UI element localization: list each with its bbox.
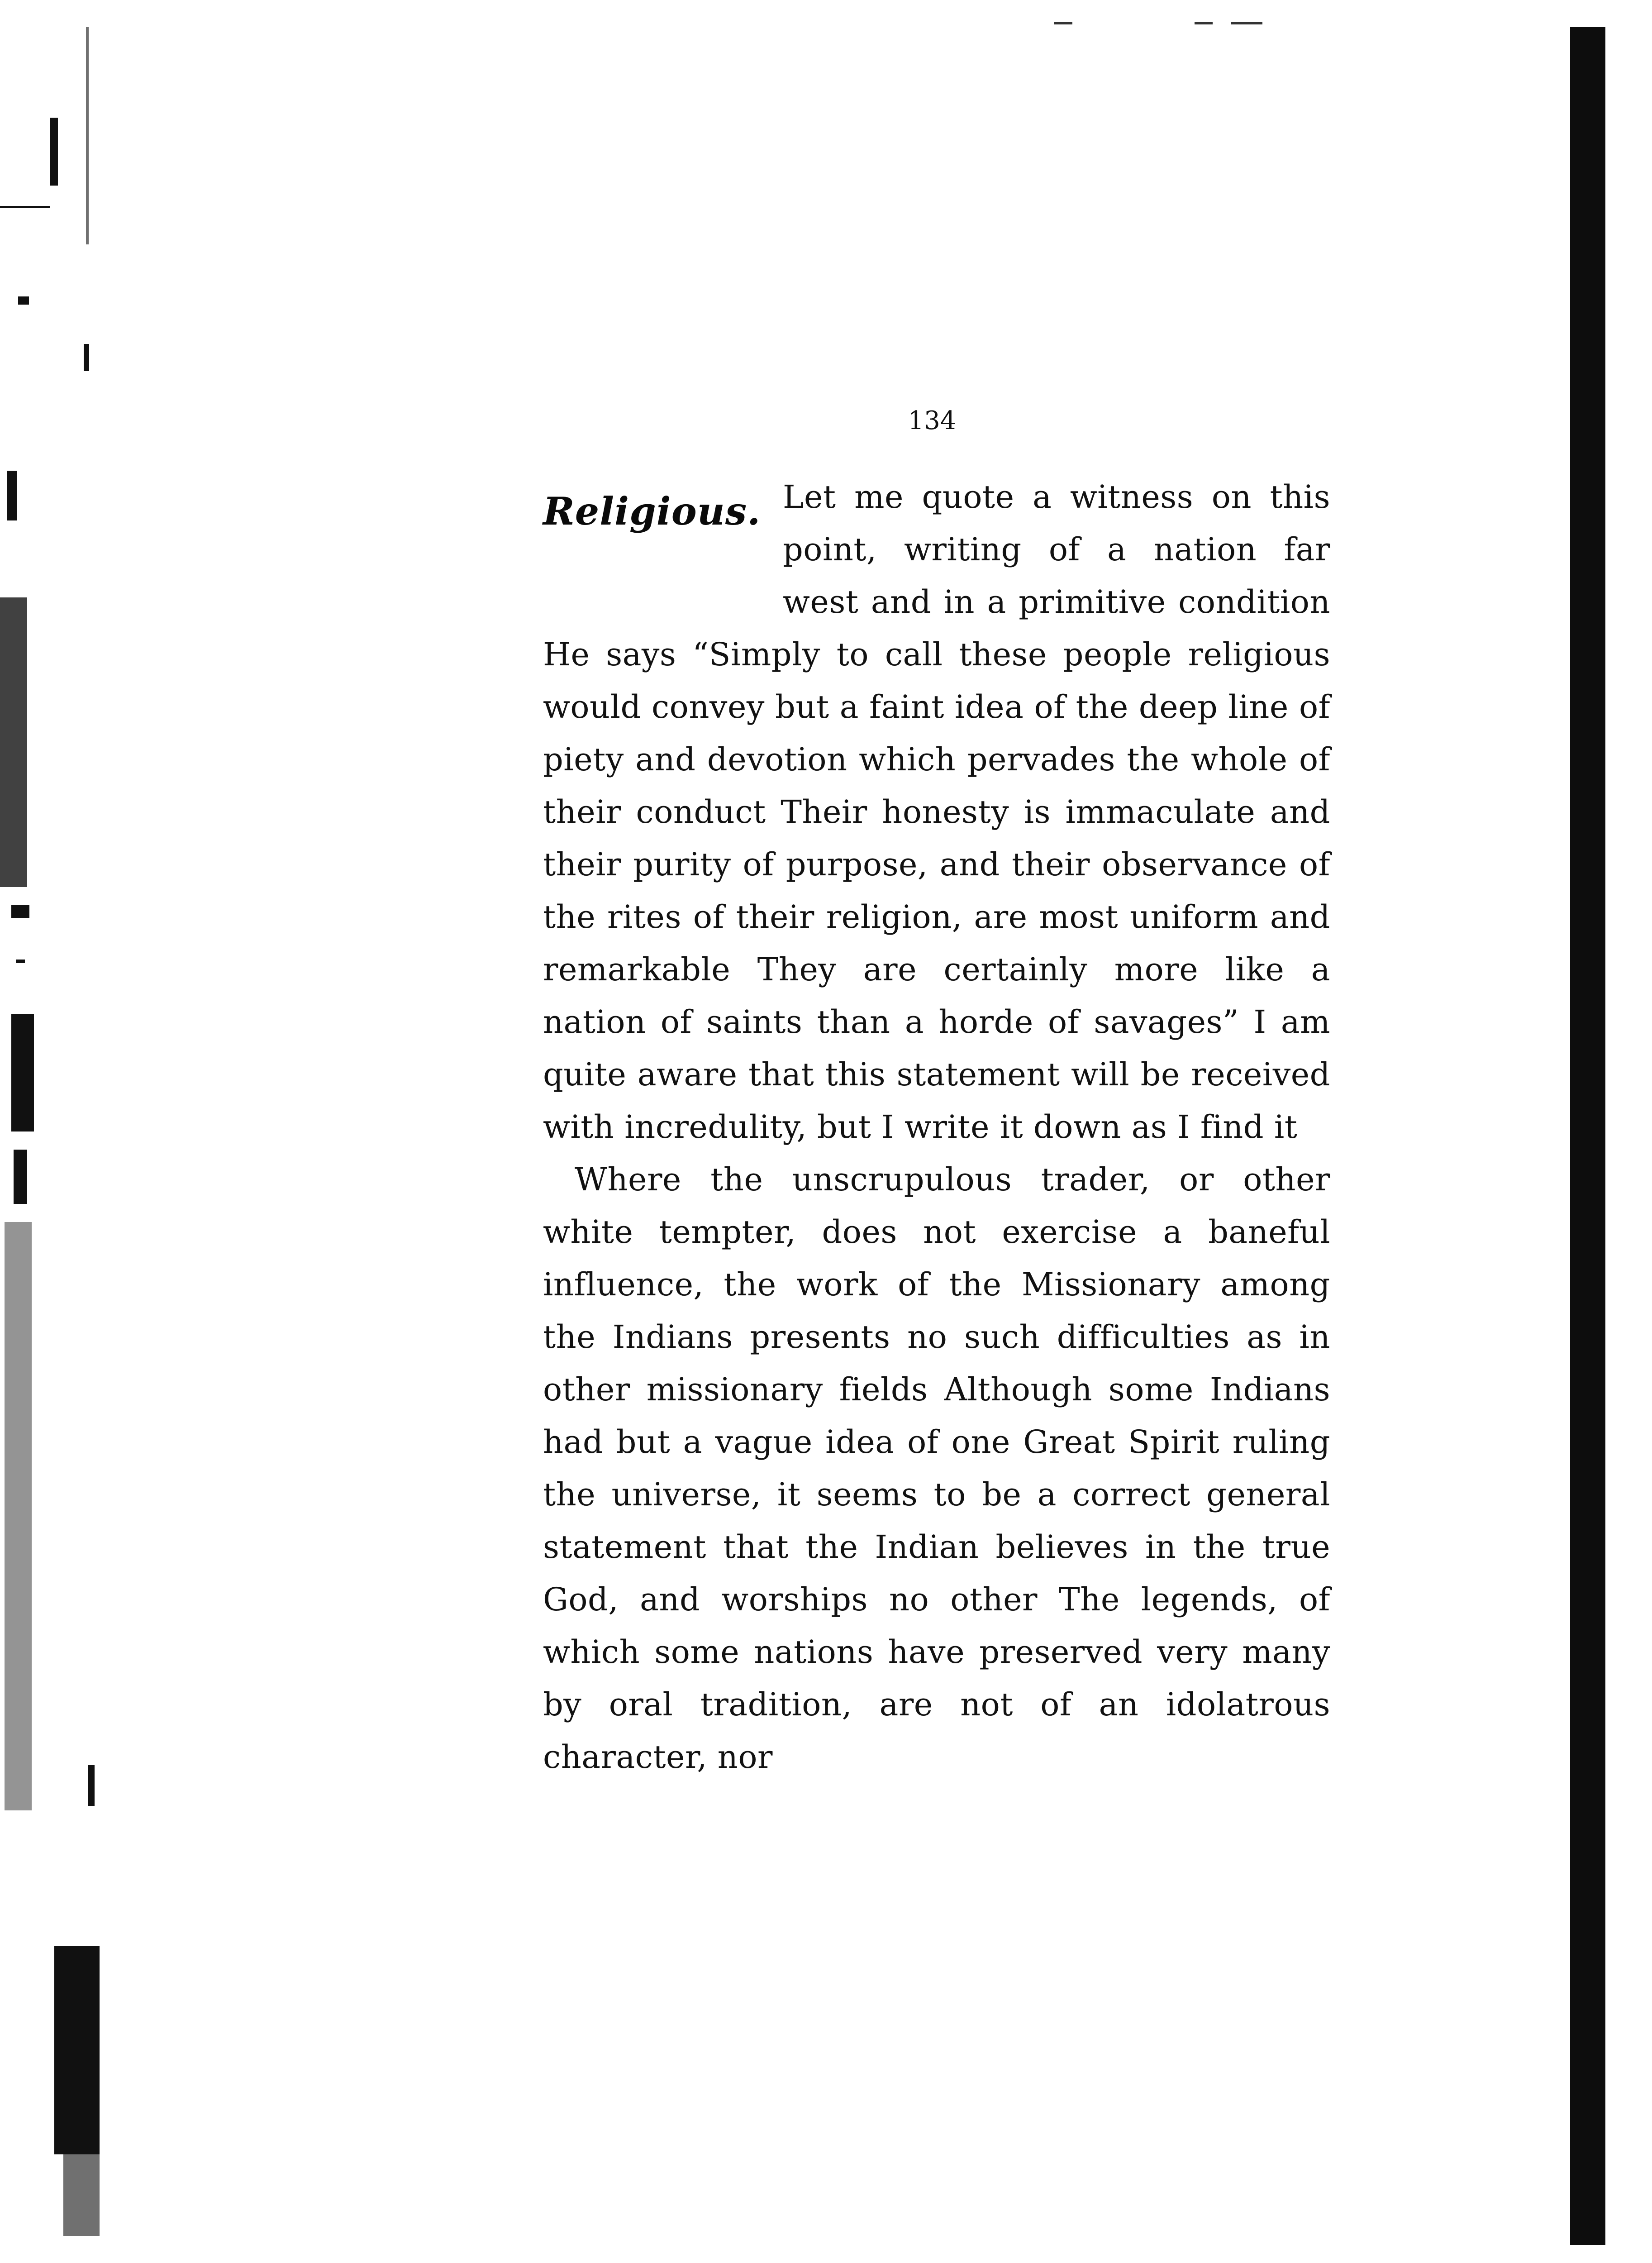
scan-mark xyxy=(1231,22,1262,24)
page-number: 134 xyxy=(908,406,957,435)
scan-edge-right xyxy=(1570,27,1605,2245)
margin-heading: Religious. xyxy=(543,489,761,534)
scan-mark xyxy=(1195,22,1213,24)
paragraph-1: Let me quote a witness on this point, writing of a nation far west and in a primitive condition He says “Simply to call these people religious would convey but a faint idea of the deep line of piety and devotion which pervades the whole of their conduct Their honesty is immaculate and their purity of purpose, and their observance of the rites of their religion, are most uniform and remarkable They are certainly more like a nation of saints than a horde of savages” I am quite aware that this statement will be received with incredulity, but I write it down as I find it xyxy=(543,478,1330,1146)
scan-mark xyxy=(1054,22,1072,24)
scan-edge-left xyxy=(0,0,109,2263)
paragraph-2: Where the unscrupulous trader, or other white tempter, does not exercise a baneful influence, the work of the Missionary among the Indians presents no such difficulties as in other missionary fields Although some Indians had but a vague idea of one Great Spirit ruling the universe, it seems to be a correct general statement that the Indian believes in the true God, and worships no other The legends, of which some nations have preserved very many by oral tradition, are not of an idolatrous character, nor xyxy=(543,1161,1330,1776)
body-text xyxy=(543,471,1330,1783)
